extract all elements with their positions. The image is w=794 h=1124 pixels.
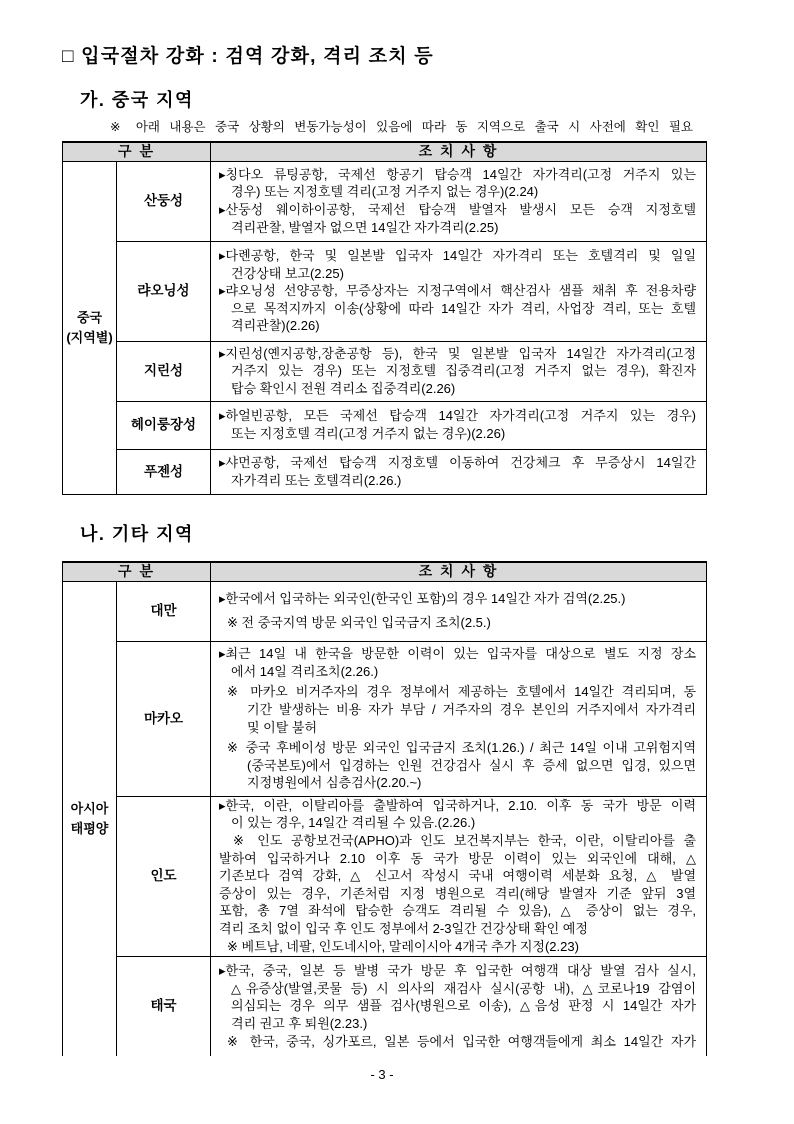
- measures-cell: [211, 796, 707, 956]
- province-label: 산둥성: [117, 161, 211, 241]
- measure-line: 이 있는 경우, 14일간 격리될 수 있음.(2.26.): [231, 815, 476, 831]
- measures-cell: [211, 161, 707, 241]
- measure-line: ▸한국, 이란, 이탈리아를 출발하여 입국하거나, 2.10. 이후 동 국가 방문 이력: [219, 797, 697, 813]
- measure-line: 자가격리 또는 호텔격리(2.26.): [231, 472, 402, 488]
- header-category: 구 분: [63, 142, 211, 161]
- province-label: 랴오닝성: [117, 241, 211, 341]
- measure-line: 건강상태 보고(2.25): [231, 265, 344, 281]
- measure-line: 격리관찰)(2.26): [231, 318, 320, 334]
- page-number: - 3 -: [370, 1067, 394, 1082]
- region-name: 중국: [76, 309, 103, 325]
- region-qualifier: (지역별): [66, 329, 113, 345]
- measure-line: ※ 한국, 중국, 싱가포르, 일본 등에서 입국한 여행객들에게 최소 14일간 자가: [227, 1033, 697, 1049]
- measure-line: ▸한국, 중국, 일본 등 발병 국가 방문 후 입국한 여행객 대상 발열 검사 실시,: [219, 963, 697, 979]
- measure-note: [219, 739, 696, 792]
- measure-item: [219, 166, 696, 201]
- measure-line: ▸다롄공항, 한국 및 일본발 입국자 14일간 자가격리 또는 호텔격리 및 일일: [219, 248, 697, 264]
- measures-cell: [211, 449, 707, 494]
- measure-item: [219, 345, 696, 398]
- table-row: [63, 956, 707, 1056]
- header-category: 구 분: [63, 562, 211, 581]
- measure-item: [219, 797, 696, 832]
- measure-item: [219, 282, 696, 335]
- measure-line: 의심되는 경우 의무 샘플 검사(병원으로 이송), △음성 판정 시 14일간 자가: [231, 998, 697, 1014]
- measure-item: [219, 407, 696, 442]
- measure-line: ▸하얼빈공항, 모든 국제선 탑승객 14일간 자가격리(고정 거주지 있는 경우): [219, 408, 697, 424]
- measure-note: [219, 1033, 696, 1051]
- measure-line: ▸산둥성 웨이하이공항, 국제선 탑승객 발열자 발생시 모든 승객 지정호텔: [219, 202, 697, 217]
- table-row: [63, 241, 707, 341]
- measures-cell: [211, 401, 707, 449]
- measures-cell: [211, 341, 707, 401]
- section-heading-other: 나. 기타 지역: [80, 524, 194, 544]
- measure-line: ※ 중국 후베이성 방문 외국인 입국금지 조치(1.26.) / 최근 14일 이내 고위험지역: [227, 740, 697, 756]
- notice-text: ※ 아래 내용은 중국 상황의 변동가능성이 있음에 따라 동 지역으로 출국 시 사전에 확인 필요: [110, 120, 693, 134]
- measures-cell: [211, 641, 707, 796]
- measure-line: 격리 조치 없이 입국 후 인도 정부에서 2-3일간 건강상태 확인 예정: [219, 920, 588, 936]
- measures-cell: [211, 241, 707, 341]
- measure-item: [219, 247, 696, 282]
- measure-line: ※ 마카오 비거주자의 경우 정부에서 제공하는 호텔에서 14일간 격리되며, 동: [227, 684, 697, 700]
- region-cell: [63, 161, 117, 494]
- measure-line: 포함, 총 7열 좌석에 탑승한 승객도 격리될 수 있음), △ 증상이 없는 경우,: [219, 903, 697, 919]
- measure-note: [219, 832, 696, 938]
- measure-note: [219, 614, 696, 632]
- measure-item: [219, 201, 696, 236]
- measure-line: 증상이 있는 경우, 기존처럼 지정 병원으로 격리(해당 발열자 기준 앞뒤 3열: [219, 885, 697, 901]
- measures-cell: [211, 581, 707, 641]
- measure-line: 거주지 있는 경우) 또는 지정호텔 집중격리(고정 거주지 없는 경우), 확진자: [231, 363, 697, 379]
- measure-line: 격리 권고 후 퇴원(2.23.): [231, 1016, 368, 1032]
- measure-line: 기존보다 검역 강화, △ 신고서 작성시 국내 여행이력 세분화 요청, △ 발열: [219, 868, 697, 884]
- measure-item: [219, 962, 696, 1032]
- measure-line: ※ 인도 공항보건국(APHO)과 인도 보건복지부는 한국, 이란, 이탈리아를 출: [233, 833, 697, 849]
- measure-line: ▸한국에서 입국하는 외국인(한국인 포함)의 경우 14일간 자가 검역(2.25.): [219, 591, 626, 607]
- china-measures-table: [62, 141, 707, 495]
- region-name: 태평양: [70, 820, 109, 836]
- province-label: 헤이룽장성: [117, 401, 211, 449]
- header-measures: 조 치 사 항: [211, 562, 707, 581]
- measure-note: [219, 683, 696, 736]
- province-label: 지린성: [117, 341, 211, 401]
- measure-note: [219, 938, 696, 956]
- measure-line: ※ 전 중국지역 방문 외국인 입국금지 조치(2.5.): [227, 615, 491, 630]
- measure-line: 격리관찰, 발열자 없으면 14일간 자가격리(2.25): [231, 219, 499, 235]
- page-title: □ 입국절차 강화 : 검역 강화, 격리 조치 등: [62, 46, 434, 67]
- measure-line: 기간 발생하는 비용 자가 부담 / 거주자의 경우 본인의 거주지에서 자가격리: [247, 701, 697, 717]
- country-label: 인도: [117, 796, 211, 956]
- table-row: [63, 641, 707, 796]
- measure-item: [219, 454, 696, 489]
- measure-line: 지정병원에서 심층검사(2.20.~): [247, 775, 422, 791]
- other-measures-table: [62, 561, 707, 1056]
- table-row: [63, 581, 707, 641]
- region-cell: [63, 581, 117, 1056]
- country-label: 태국: [117, 956, 211, 1056]
- measure-line: ▸칭다오 류팅공항, 국제선 항공기 탑승객 14일간 자가격리(고정 거주지 있는: [219, 166, 697, 182]
- measure-line: 또는 지정호텔 격리(고정 거주지 없는 경우)(2.26): [231, 426, 506, 441]
- table-header-row: [63, 142, 707, 161]
- table-row: [63, 161, 707, 241]
- measure-line: 으로 목적지까지 이송(상황에 따라 14일간 자가 격리, 사업장 격리, 또는 호텔: [231, 300, 697, 316]
- measure-line: 경우) 또는 지정호텔 격리(고정 거주지 없는 경우)(2.24): [231, 184, 539, 200]
- measure-line: 발하여 입국하거나 2.10 이후 동 국가 방문 이력이 있는 외국인에 대해, △: [219, 850, 697, 866]
- measure-line: ▸지린성(옌지공항,장춘공항 등), 한국 및 일본발 입국자 14일간 자가격리(고정: [219, 345, 697, 361]
- header-measures: 조 치 사 항: [211, 142, 707, 161]
- province-label: 푸젠성: [117, 449, 211, 494]
- table-row: [63, 796, 707, 956]
- region-name: 아시아: [70, 800, 109, 816]
- measure-line: ▸최근 14일 내 한국을 방문한 이력이 있는 입국자를 대상으로 별도 지정 장소: [219, 646, 697, 662]
- measure-line: (중국본토)에서 입경하는 인원 건강검사 실시 후 증세 없으면 입경, 있으면: [247, 757, 697, 773]
- measure-line: ※ 베트남, 네팔, 인도네시아, 말레이시아 4개국 추가 지정(2.23): [227, 938, 579, 954]
- measure-line: ▸랴오닝성 선양공항, 무증상자는 지정구역에서 핵산검사 샘플 채취 후 전용차량: [219, 283, 697, 299]
- measure-item: [219, 590, 696, 608]
- measure-line: 및 이탈 불허: [247, 719, 318, 735]
- country-label: 마카오: [117, 641, 211, 796]
- table-row: [63, 401, 707, 449]
- measures-cell: [211, 956, 707, 1056]
- table-header-row: [63, 562, 707, 581]
- measure-line: 에서 14일 격리조치(2.26.): [231, 663, 379, 679]
- measure-line: 탑승 확인시 전원 격리소 집중격리(2.26): [231, 380, 456, 396]
- measure-line: △유증상(발열,콧물 등) 시 의사의 재검사 실시(공항 내), △코로나19 감염이: [231, 980, 697, 996]
- table-row: [63, 449, 707, 494]
- section-heading-china: 가. 중국 지역: [80, 90, 194, 110]
- country-label: 대만: [117, 581, 211, 641]
- measure-line: ▸샤먼공항, 국제선 탑승객 지정호텔 이동하여 건강체크 후 무증상시 14일간: [219, 454, 697, 470]
- measure-item: [219, 645, 696, 680]
- table-row: [63, 341, 707, 401]
